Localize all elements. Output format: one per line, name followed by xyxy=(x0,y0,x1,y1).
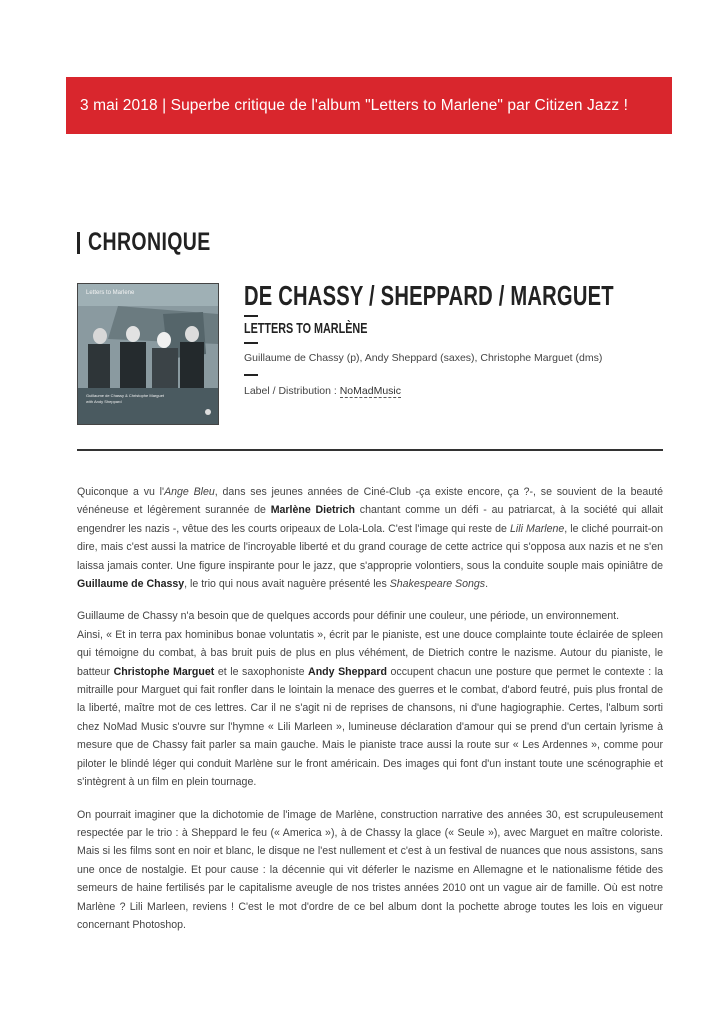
song-title: Lili Marlene xyxy=(509,522,565,535)
announcement-banner[interactable] xyxy=(66,77,672,134)
name-andy-sheppard: Andy Sheppard xyxy=(308,665,387,678)
cover-credit-2: with Andy Sheppard xyxy=(86,399,122,404)
name-guillaume-de-chassy: Guillaume de Chassy xyxy=(77,578,185,591)
text-run: , le trio qui nous avait naguère présenté les xyxy=(184,578,390,591)
label-line xyxy=(244,385,401,397)
label-link[interactable]: NoMadMusic xyxy=(339,385,401,397)
rule-3 xyxy=(244,374,258,376)
rule-2 xyxy=(244,342,258,344)
text-run: , dans ses jeunes années de Ciné-Club -ça existe encore, ça ?-, se souvient de la beauté vénéneuse et légèrement surannée de xyxy=(77,486,663,517)
paragraph-1 xyxy=(77,483,663,593)
album-reference: Shakespeare Songs xyxy=(389,578,486,591)
section-title: CHRONIQUE xyxy=(88,228,211,256)
label-prefix: Label / Distribution : xyxy=(244,385,340,397)
cover-credit-1: Guillaume de Chassy & Christophe Marguet xyxy=(86,393,165,398)
text-run: chantant comme un défi - au patriarcat, à la société qui allait engendrer les nazis -, vêtue des les courts oripeaux de Lola-Lola. C'est l'image qui reste de xyxy=(77,504,663,535)
name-christophe-marguet: Christophe Marguet xyxy=(113,665,215,678)
text-run: . xyxy=(485,578,489,591)
musicians-line: Guillaume de Chassy (p), Andy Sheppard (saxes), Christophe Marguet (dms) xyxy=(244,352,603,364)
text-run: Ainsi, « Et in terra pax hominibus bonae voluntatis », écrit par le pianiste, est une douce complainte toute éclairée de spleen qui témoigne du combat, à bas bruit puis de plus en plus véhément, de Dietrich contre le nazisme. Autour du pianiste, le batteur xyxy=(77,628,663,678)
section-heading xyxy=(77,228,245,257)
banner-text[interactable]: 3 mai 2018 | Superbe critique de l'album "Letters to Marlene" par Citizen Jazz ! xyxy=(80,96,629,114)
paragraph-3: On pourrait imaginer que la dichotomie de l'image de Marlène, construction narrative des années 30, est scrupuleusement respectée par le trio : à Sheppard le feu (« America »), à de Chassy la glace (« Seule »), avec Marguet en maître coloriste. Mais si les films sont en noir et blanc, le disque ne l'est nullement et c'est à un festival de nuances que nous assistons, sans une once de nostalgie. Et pour cause : la décennie qui vit déferler le nazisme en Allemagne et le nationalisme fétide des semeurs de haine fertilisés par le capitalisme aveugle de nos tristes années 2010 ont un vague air de famille. Où est notre Marlène ? Lili Marleen, reviens ! C'est le mot d'ordre de ce bel album dont la pochette abroge toutes les lois en vigueur concernant Photoshop. xyxy=(77,808,663,931)
paragraph-2 xyxy=(77,607,663,791)
album-title: LETTERS TO MARLÈNE xyxy=(244,320,368,337)
text-run: et le saxophoniste xyxy=(214,665,309,678)
section-divider xyxy=(77,449,663,451)
text-run: Guillaume de Chassy n'a besoin que de quelques accords pour définir une couleur, une période, un environnement. xyxy=(77,610,620,623)
album-cover xyxy=(77,283,219,425)
cover-title: Letters to Marlene xyxy=(86,290,135,296)
rule-1 xyxy=(244,315,258,317)
heading-bar xyxy=(77,232,80,254)
text-run: occupent chacun une posture que permet le contexte : la mitraille pour Marguet qui fait ronfler dans le lointain la menace des guerres et le combat, d'abord feutré, puis plus frontal de la liberté, maître mot de ces lettres. Car il ne s'agit ni de reprises de chansons, ni d'une hagiographie. Certes, l'album sorti chez NoMad Music s'ouvre sur l'hymne « Lili Marleen », lumineuse déclaration d'amour qui se prend d'un certain lyrisme à mesure que de Chassy fait parler sa main gauche. Mais le pianiste trace aussi la route sur « Les Ardennes », comme pour piloter le blindé léger qui conduit Marlène sur le front américain. Des images qui font d'un instant toute une scénographie et s'intègrent à un film en plein tournage. xyxy=(77,665,663,789)
text-run: , le cliché pourrait-on dire, mais c'est aussi la matrice de l'incroyable liberté et du grand courage de cette actrice qui s'opposa aux nazis et ne s'en laissa jamais conter. Une figure inspirante pour le jazz, que s'approprie volontiers, sous la conduite souple mais opiniâtre de xyxy=(77,522,663,572)
text-run: Quiconque a vu l' xyxy=(77,486,165,498)
artist-name: DE CHASSY / SHEPPARD / MARGUET xyxy=(244,280,614,311)
name-marlene-dietrich: Marlène Dietrich xyxy=(270,504,355,517)
film-title: Ange Bleu xyxy=(164,486,215,498)
article-body xyxy=(77,483,663,948)
